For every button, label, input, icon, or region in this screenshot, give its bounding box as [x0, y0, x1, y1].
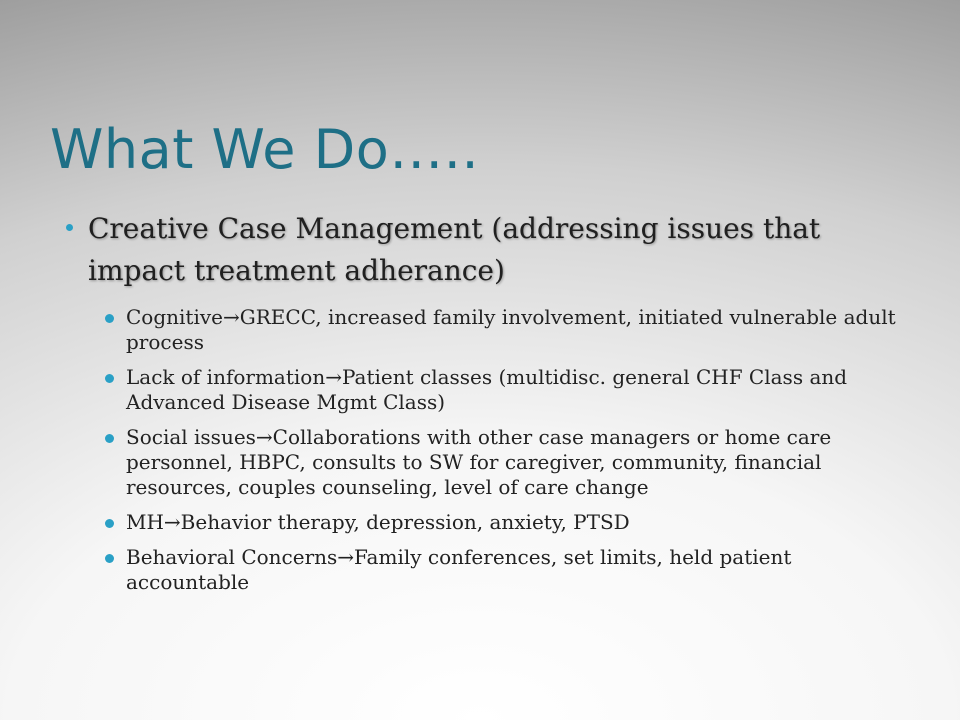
sub-bullet-text: Cognitive→GRECC, increased family involvement, initiated vulnerable adult process: [126, 305, 896, 354]
sub-bullet: [126, 510, 911, 535]
sub-bullet: [126, 425, 911, 500]
sub-bullet-text: Social issues→Collaborations with other case managers or home care personnel, HBPC, consults to SW for caregiver, community, financial resources, couples counseling, level of care change: [126, 425, 832, 499]
sub-bullet-text: Lack of information→Patient classes (multidisc. general CHF Class and Advanced Disease Mgmt Class): [126, 365, 848, 414]
sub-bullet: [126, 305, 911, 355]
sub-bullet: [126, 365, 911, 415]
sub-bullet-text: Behavioral Concerns→Family conferences, set limits, held patient accountable: [126, 545, 792, 594]
bullet-icon: [105, 374, 114, 383]
bullet-icon: [105, 519, 114, 528]
sub-bullet-list: [126, 305, 911, 605]
bullet-icon: [105, 314, 114, 323]
slide-title: What We Do…..: [50, 118, 480, 181]
sub-bullet-text: MH→Behavior therapy, depression, anxiety, PTSD: [126, 510, 630, 534]
bullet-icon: [66, 224, 73, 231]
main-bullet: [88, 208, 908, 292]
main-bullet-text: Creative Case Management (addressing issues that impact treatment adherance): [88, 212, 821, 287]
bullet-icon: [105, 434, 114, 443]
sub-bullet: [126, 545, 911, 595]
bullet-icon: [105, 554, 114, 563]
